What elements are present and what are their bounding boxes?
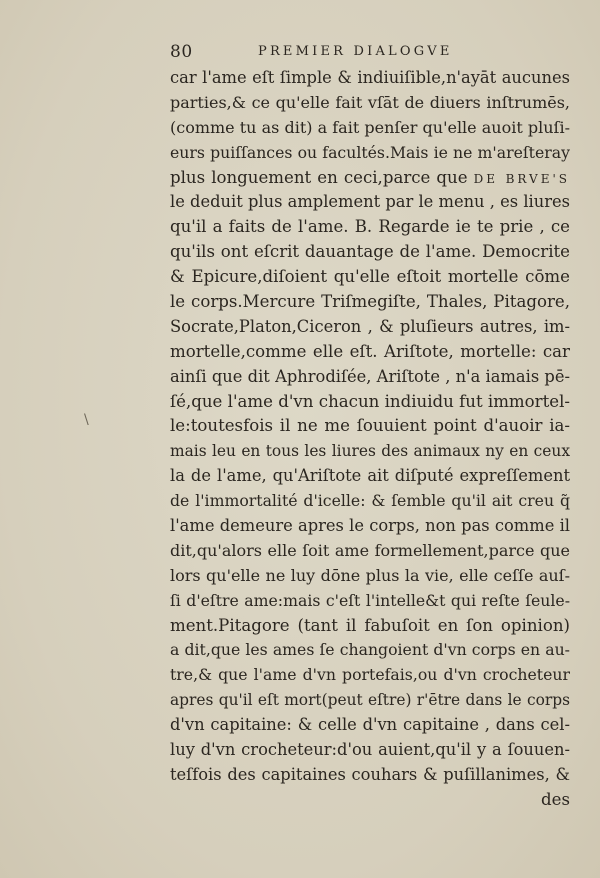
text-line: eurs puiſſances ou facultés.Mais ie ne m'areſteray (170, 142, 570, 162)
text-line: qu'ils ont eſcrit dauantage de l'ame. Democrite (170, 242, 570, 262)
text-line: ment.Pitagore (tant il fabuſoit en ſon opinion) (170, 615, 570, 635)
text-line: le:toutesfois il ne me ſouuient point d'auoir ia- (170, 416, 570, 436)
text-line: tre,& que l'ame d'vn portefais,ou d'vn crocheteur (170, 665, 570, 685)
text-line: le corps.Mercure Triſmegiſte, Thales, Pitagore, (170, 292, 570, 312)
text-line-fragment: plus longuement en ceci,parce que (170, 167, 468, 187)
text-line: parties,& ce qu'elle fait vſāt de diuers inſtrumēs, (170, 92, 570, 112)
text-line: ainſi que dit Aphrodiſée, Ariſtote , n'a iamais pē- (170, 366, 570, 386)
text-line: ſé,que l'ame d'vn chacun indiuidu fut immortel- (170, 391, 570, 411)
text-line: le deduit plus amplement par le menu , es liures (170, 192, 570, 212)
text-line: car l'ame eſt ſimple & indiuiſible,n'ayāt aucunes (170, 68, 570, 87)
text-line: teſfois des capitaines couhars & puſillanimes, & (170, 764, 570, 784)
running-title: PREMIER DIALOGVE (258, 44, 453, 59)
text-line: Socrate,Platon,Ciceron , & pluſieurs autres, im- (170, 316, 570, 336)
text-line: mais leu en tous les liures des animaux ny en ceux (170, 442, 570, 461)
small-caps-name: DE BRVE'S (473, 171, 570, 186)
text-line: dit,qu'alors elle ſoit ame formellement,parce que (170, 540, 570, 560)
text-line: lors qu'elle ne luy dōne plus la vie, elle ceſſe auſ- (170, 565, 570, 585)
text-line: l'ame demeure apres le corps, non pas comme il (170, 516, 570, 536)
text-line: d'vn capitaine: & celle d'vn capitaine , dans cel- (170, 715, 570, 735)
catchword: des (541, 789, 570, 809)
text-line: a dit,que les ames ſe changoient d'vn corps en au- (170, 640, 570, 660)
text-line: & Epicure,diſoient qu'elle eſtoit mortelle cōme (170, 267, 570, 287)
text-line: mortelle,comme elle eſt. Ariſtote, mortelle: car (170, 341, 570, 361)
body-text (170, 66, 570, 813)
text-line: qu'il a faits de l'ame. B. Regarde ie te prie , ce (170, 217, 570, 237)
text-line: la de l'ame, qu'Ariſtote ait diſputé expreſſement (170, 466, 570, 486)
text-line: luy d'vn crocheteur:d'ou auient,qu'il y a ſouuen- (170, 740, 570, 760)
page-number: 80 (170, 42, 193, 62)
text-line-with-name (170, 166, 570, 191)
text-line: ſi d'eſtre ame:mais c'eſt l'intelle&t qui reſte ſeule- (170, 590, 570, 610)
page-header (170, 42, 570, 66)
text-line: apres qu'il eſt mort(peut eſtre) r'ētre dans le corps (170, 691, 570, 710)
text-line: de l'immortalité d'icelle: & ſemble qu'il ait creu q̃ (170, 491, 570, 511)
margin-mark: \ (84, 412, 89, 428)
text-line: (comme tu as dit) a fait penſer qu'elle auoit pluſi- (170, 117, 570, 137)
